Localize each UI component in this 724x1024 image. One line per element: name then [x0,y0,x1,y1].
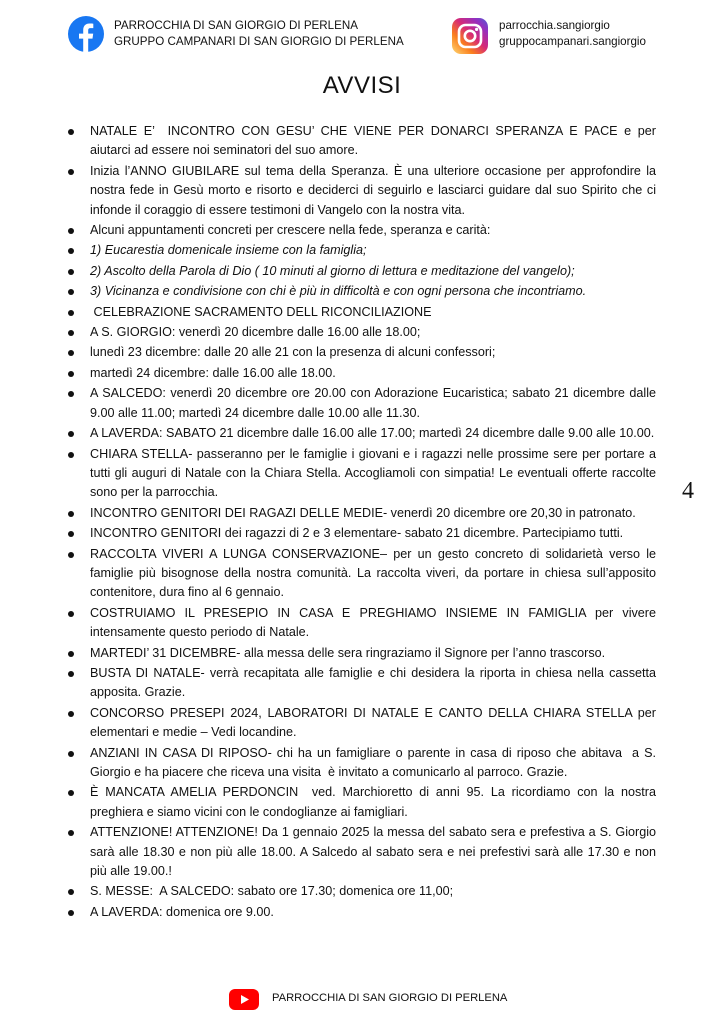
bullet-icon [68,889,74,895]
notice-text: NATALE E’ INCONTRO CON GESU’ CHE VIENE PER DONARCI SPERANZA E PACE e per aiutarci ad essere noi seminatori del suo amore. [90,124,660,158]
notice-item [66,364,656,383]
notice-item [66,744,660,783]
notice-text: ATTENZIONE! ATTENZIONE! Da 1 gennaio 2025 la messa del sabato sera e prefestiva a S. Giorgio sarà alle 18.30 e non più alle 18.00. A Salcedo al sabato sera e nei prefestivi sarà alle 17.30 e non più alle 19.00.! [90,825,660,879]
youtube-icon[interactable] [229,989,259,1010]
bullet-icon [68,790,74,796]
notice-text: 2) Ascolto della Parola di Dio ( 10 minuti al giorno di lettura e meditazione del vangelo); [90,263,575,278]
bullet-icon [68,531,74,537]
bullet-icon [68,452,74,458]
notice-item [66,282,656,301]
footer-parish-name: PARROCCHIA DI SAN GIORGIO DI PERLENA [272,992,508,1004]
notice-text: S. MESSE: A SALCEDO: sabato ore 17.30; domenica ore 11,00; [90,884,454,899]
notice-item [66,644,656,663]
notice-text: BUSTA DI NATALE- verrà recapitata alle famiglie e chi desidera la riporta in chiesa nella cassetta apposita. Grazie. [90,665,660,700]
bullet-icon [68,371,74,377]
bullet-icon [68,289,74,295]
notice-text: lunedì 23 dicembre: dalle 20 alle 21 con la presenza di alcuni confessori; [90,345,496,360]
notice-text: CONCORSO PRESEPI 2024, LABORATORI DI NATALE E CANTO DELLA CHIARA STELLA per elementari e medie – Vedi locandine. [90,705,660,740]
bullet-icon [68,129,74,135]
bullet-icon [68,248,74,254]
notice-item [66,343,656,362]
notice-item [66,823,660,881]
bullet-icon [68,228,74,234]
notice-item [66,783,660,822]
notice-item [66,303,656,322]
notice-text: Inizia l’ANNO GIUBILARE sul tema della Speranza. È una ulteriore occasione per approfondire la nostra fede in Gesù morto e risorto e decider​ci di seguirlo e lasciarci guidare dal suo Spirito che ci infonde il coraggio di essere testimoni di Vangelo con la nostra vita. [90,163,660,217]
header-right-line-1: parrocchia.sangiorgio [499,19,610,32]
notice-item [66,524,656,543]
header-social-handles [499,18,646,50]
notice-text: ANZIANI IN CASA DI RIPOSO- chi ha un famigliare o parente in casa di riposo che abitava a S. Giorgio e ha piacere che riceva una visita è invitato a comunicarlo al parroco. Grazie. [90,745,660,779]
notices-list [66,122,660,923]
notice-item [66,504,656,523]
notice-text: COSTRUIAMO IL PRESEPIO IN CASA E PREGHIAMO INSIEME IN FAMIGLIA per vivere intensamente questo periodo di Natale. [90,605,660,640]
bullet-icon [68,552,74,558]
notice-text: Alcuni appuntamenti concreti per crescere nella fede, speranza e carità: [90,223,491,238]
page-title: AVVISI [322,72,402,99]
notice-text: A LAVERDA: SABATO 21 dicembre dalle 16.00 alle 17.00; martedì 24 dicembre dalle 9.00 alle 10.00. [90,426,655,441]
page-number: 4 [682,478,694,504]
notice-item [66,262,656,281]
bullet-icon [68,910,74,916]
notice-text: 3) Vicinanza e condivisione con chi è più in difficoltà e con ogni persona che incontriamo. [90,284,587,299]
notice-text: A S. GIORGIO: venerdì 20 dicembre dalle 16.00 alle 18.00; [90,325,421,340]
notice-text: INCONTRO GENITORI dei ragazzi di 2 e 3 elementare- sabato 21 dicembre. Partecipiamo tutti. [90,526,624,541]
facebook-icon[interactable] [68,16,104,52]
notice-item [66,445,660,503]
notice-item [66,162,660,220]
notice-text: A LAVERDA: domenica ore 9.00. [90,904,274,919]
bullet-icon [68,269,74,275]
notice-text: 1) Eucarestia domenicale insieme con la famiglia; [90,243,367,258]
notice-item [66,424,656,443]
notice-item [66,545,660,603]
bullet-icon [68,651,74,657]
notice-text: martedì 24 dicembre: dalle 16.00 alle 18.00. [90,365,336,380]
bullet-icon [68,751,74,757]
notice-item [66,704,660,743]
notice-text: MARTEDI’ 31 DICEMBRE- alla messa delle sera ringraziamo il Signore per l’anno trascorso. [90,645,606,660]
bullet-icon [68,330,74,336]
bullet-icon [68,711,74,717]
notice-item [66,664,660,703]
bullet-icon [68,391,74,397]
bullet-icon [68,350,74,356]
bullet-icon [68,671,74,677]
notice-item [66,122,660,161]
notice-item [66,323,656,342]
page-header [0,0,724,62]
notice-item [66,882,656,901]
notice-text: RACCOLTA VIVERI A LUNGA CONSERVAZIONE– per un gesto concreto di solidarietà verso le famiglie più bisognose della nostra comunità. La raccolta viveri, da portare in chiesa sull’apposito contenitore, dura fino al 6 gennaio. [90,546,660,600]
header-parish-names [114,18,404,50]
notice-item [66,903,656,922]
header-left-line-2: GRUPPO CAMPANARI DI SAN GIORGIO DI PERLENA [114,35,404,48]
notice-text: È MANCATA AMELIA PERDONCIN ved. Marchioretto di anni 95. La ricordiamo con la nostra preghiera e siamo vicini con le condoglianze ai famigliari. [90,785,660,819]
notice-text: CELEBRAZIONE SACRAMENTO DELL RICONCILIAZIONE [90,304,432,319]
notice-item [66,221,656,240]
notice-item [66,241,656,260]
header-right-line-2: gruppocampanari.sangiorgio [499,35,646,48]
instagram-icon[interactable] [452,18,488,54]
page-footer [0,986,724,1012]
notice-item [66,384,660,423]
notice-item [66,604,660,643]
bullet-icon [68,611,74,617]
bullet-icon [68,169,74,175]
bullet-icon [68,431,74,437]
notice-text: CHIARA STELLA- passeranno per le famiglie i giovani e i ragazzi nelle prossime sere per portare a tutti gli auguri di Natale con la Chiara Stella. Accogliamoli con simpatia! Le eventuali offerte raccolte sono per la parrocchia. [90,446,660,500]
header-left-line-1: PARROCCHIA DI SAN GIORGIO DI PERLENA [114,19,358,32]
bullet-icon [68,310,74,316]
bullet-icon [68,511,74,517]
notice-text: INCONTRO GENITORI DEI RAGAZI DELLE MEDIE- venerdì 20 dicembre ore 20,30 in patronato. [90,505,636,520]
bullet-icon [68,830,74,836]
notice-text: A SALCEDO: venerdì 20 dicembre ore 20.00 con Adorazione Eucaristica; sabato 21 dicembre dalle 9.00 alle 11.00; martedì 24 dicembre dalle 10.00 alle 11.30. [90,386,660,420]
